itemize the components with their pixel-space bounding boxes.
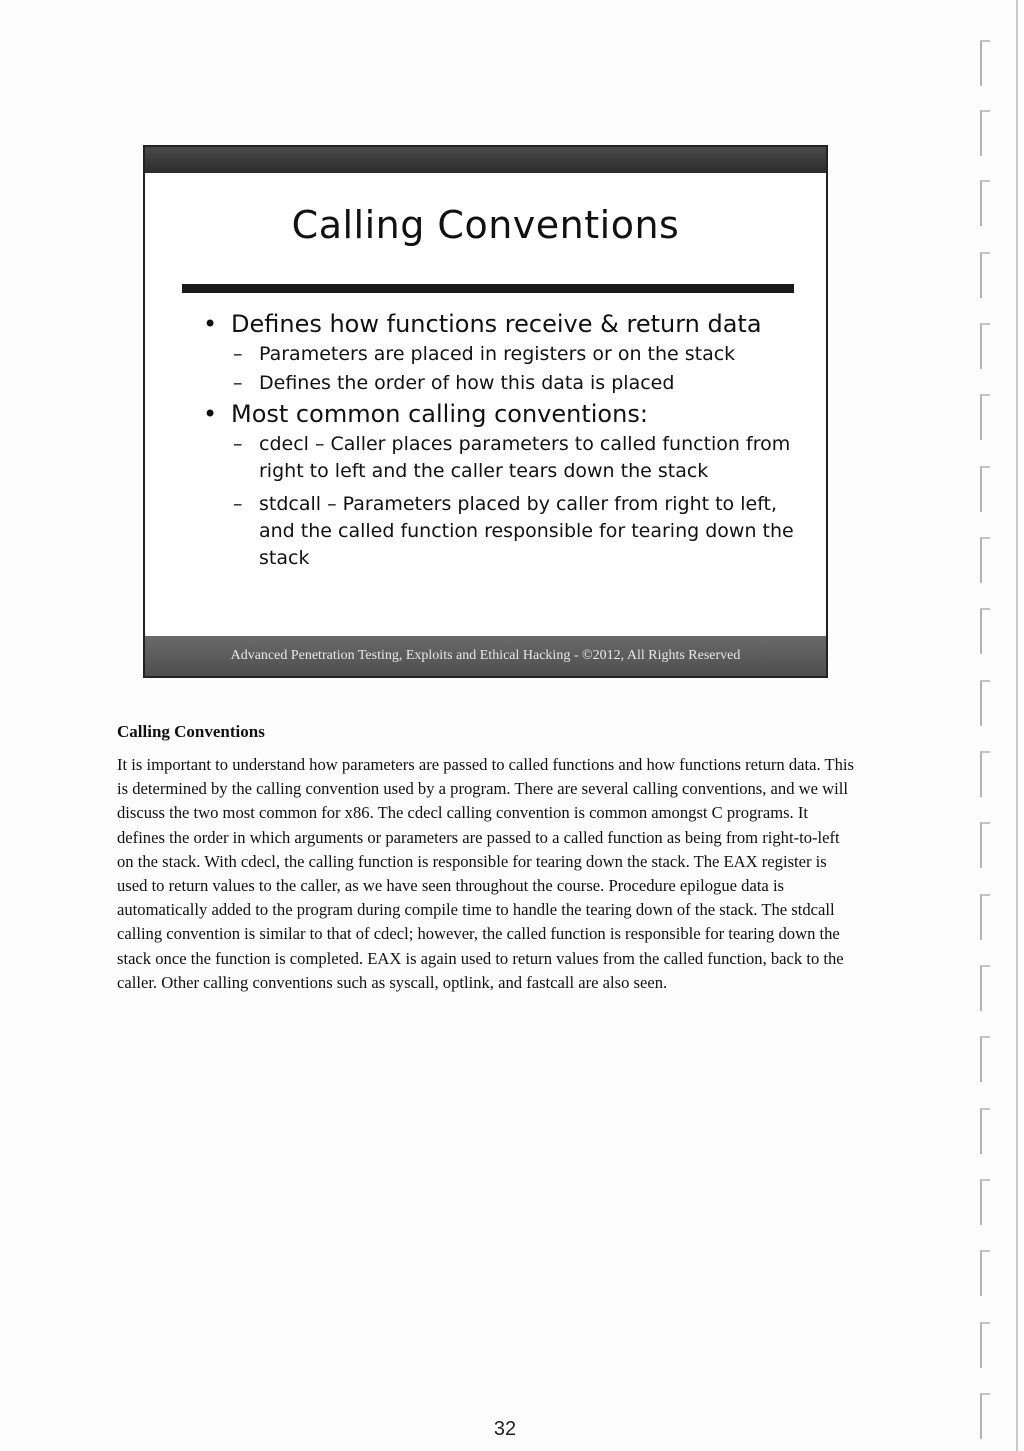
binder-mark bbox=[980, 1108, 990, 1154]
binder-mark bbox=[980, 466, 990, 512]
sub-bullet-item bbox=[197, 431, 797, 485]
bullet-text: Defines how functions receive & return data bbox=[231, 310, 762, 338]
sub-bullet-text: Parameters are placed in registers or on the stack bbox=[259, 343, 736, 365]
binder-mark bbox=[980, 1179, 990, 1225]
sub-bullet-item bbox=[197, 370, 797, 397]
dash-glyph: – bbox=[233, 493, 243, 515]
dash-glyph: – bbox=[233, 343, 243, 365]
bullet-glyph: • bbox=[203, 310, 218, 338]
slide-title: Calling Conventions bbox=[291, 203, 680, 247]
binder-mark bbox=[980, 680, 990, 726]
slide-bullet-list bbox=[197, 309, 797, 574]
bullet-glyph: • bbox=[203, 400, 218, 428]
sub-bullet-text: Defines the order of how this data is placed bbox=[259, 372, 675, 394]
binder-mark bbox=[980, 252, 990, 298]
binder-mark bbox=[980, 1322, 990, 1368]
page-number: 32 bbox=[493, 1418, 517, 1440]
binder-mark bbox=[980, 110, 990, 156]
binder-mark bbox=[980, 751, 990, 797]
binder-mark bbox=[980, 180, 990, 226]
slide-title-rule bbox=[182, 284, 794, 293]
sub-bullet-item bbox=[197, 341, 797, 368]
dash-glyph: – bbox=[233, 372, 243, 394]
binder-mark bbox=[980, 537, 990, 583]
dash-glyph: – bbox=[233, 433, 243, 455]
binder-mark bbox=[980, 323, 990, 369]
binder-mark bbox=[980, 40, 990, 86]
bullet-item bbox=[197, 309, 797, 339]
binder-mark bbox=[980, 1250, 990, 1296]
page-edge bbox=[1016, 0, 1018, 1451]
binder-mark bbox=[980, 394, 990, 440]
bullet-item bbox=[197, 399, 797, 429]
sub-bullet-text: cdecl – Caller places parameters to called function from right to left and the caller tears down the stack bbox=[259, 433, 791, 482]
binder-mark bbox=[980, 965, 990, 1011]
slide bbox=[143, 145, 828, 678]
sub-bullet-text: stdcall – Parameters placed by caller from right to left, and the called function responsible for tearing down the stack bbox=[259, 493, 794, 569]
binder-mark bbox=[980, 822, 990, 868]
slide-footer: Advanced Penetration Testing, Exploits and Ethical Hacking - ©2012, All Rights Reserved bbox=[145, 636, 826, 676]
binder-marks bbox=[962, 30, 1012, 1430]
notes-heading: Calling Conventions bbox=[117, 722, 265, 741]
binder-mark bbox=[980, 1036, 990, 1082]
slide-top-bar bbox=[145, 147, 826, 173]
notes-body: It is important to understand how parameters are passed to called functions and how functions return data. This is determined by the calling convention used by a program. There are several calling conventions, and we will discuss the two most common for x86. The cdecl calling convention is common amongst C programs. It defines the order in which arguments or parameters are passed to a called function as being from right-to-left on the stack. With cdecl, the calling function is responsible for tearing down the stack. The EAX register is used to return values to the caller, as we have seen throughout the course. Procedure epilogue data is automatically added to the program during compile time to handle the tearing down of the stack. The stdcall calling convention is similar to that of cdecl; however, the called function is responsible for tearing down the stack once the function is completed. EAX is again used to return values from the called function, back to the caller. Other calling conventions such as syscall, optlink, and fastcall are also seen. bbox=[117, 755, 854, 992]
binder-mark bbox=[980, 894, 990, 940]
bullet-text: Most common calling conventions: bbox=[231, 400, 648, 428]
binder-mark bbox=[980, 608, 990, 654]
sub-bullet-item bbox=[197, 491, 797, 572]
